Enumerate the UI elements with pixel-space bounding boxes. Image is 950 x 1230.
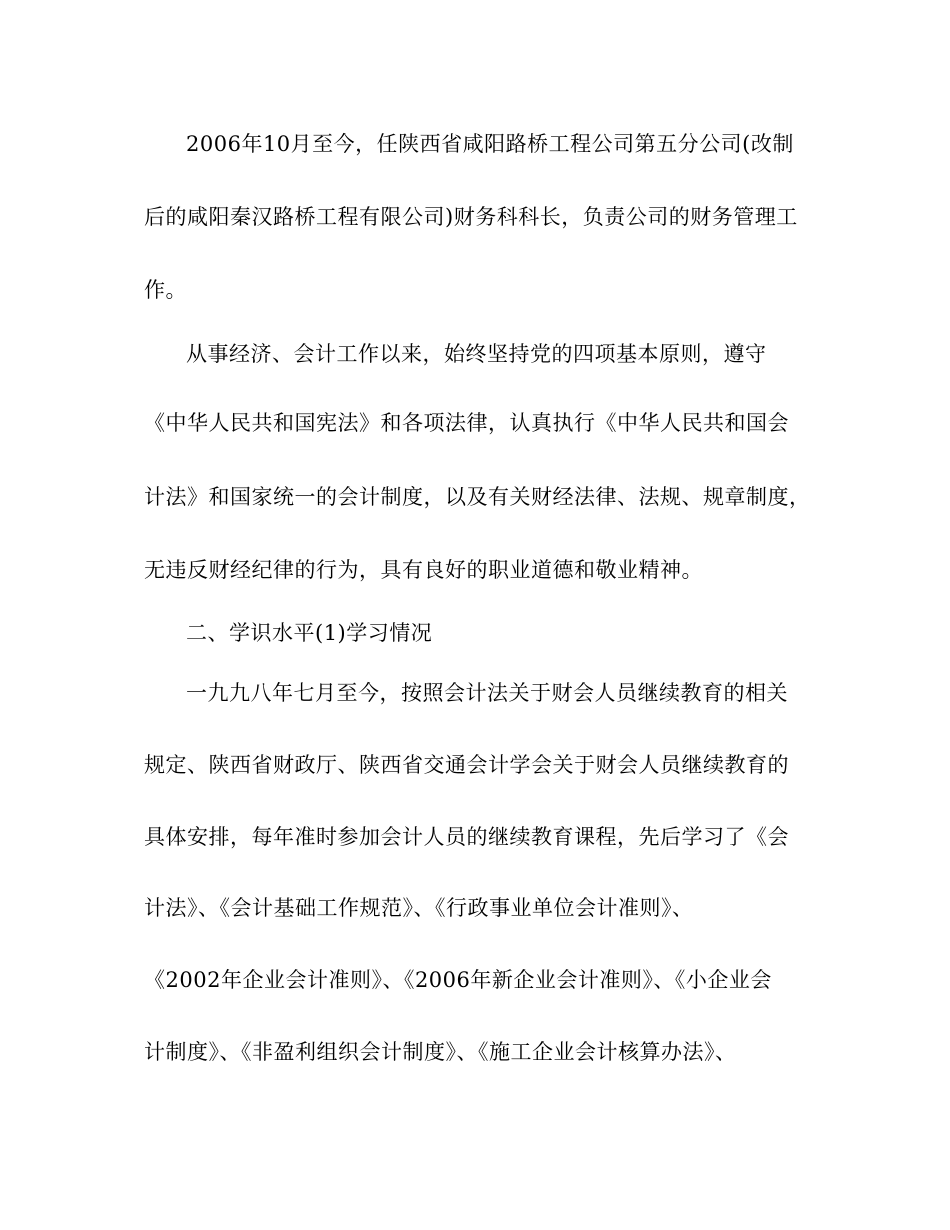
paragraph-line: 后的咸阳秦汉路桥工程有限公司)财务科科长，负责公司的财务管理工 <box>144 205 798 229</box>
paragraph-line: 计制度》、《非盈利组织会计制度》、《施工企业会计核算办法》、 <box>144 1040 737 1064</box>
paragraph-line: 一九九八年七月至今，按照会计法关于财会人员继续教育的相关 <box>186 681 788 705</box>
paragraph-line: 计法》和国家统一的会计制度，以及有关财经法律、法规、规章制度， <box>144 485 811 509</box>
paragraph-line: 具体安排，每年准时参加会计人员的继续教育课程，先后学习了《会 <box>144 825 789 849</box>
paragraph-line: 《2002年企业会计准则》、《2006年新企业会计准则》、《小企业会 <box>144 968 772 992</box>
paragraph-line: 《中华人民共和国宪法》和各项法律，认真执行《中华人民共和国会 <box>144 411 789 435</box>
paragraph-line: 无违反财经纪律的行为，具有良好的职业道德和敬业精神。 <box>144 558 703 582</box>
paragraph-line: 2006年10月至今，任陕西省咸阳路桥工程公司第五分公司(改制 <box>186 132 794 156</box>
paragraph-line: 从事经济、会计工作以来，始终坚持党的四项基本原则，遵守 <box>186 342 767 366</box>
paragraph-line: 规定、陕西省财政厅、陕西省交通会计学会关于财会人员继续教育的 <box>144 753 789 777</box>
paragraph-line: 计法》、《会计基础工作规范》、《行政事业单位会计准则》、 <box>144 896 694 920</box>
section-heading: 二、学识水平(1)学习情况 <box>186 621 433 645</box>
paragraph-line: 作。 <box>144 278 187 302</box>
